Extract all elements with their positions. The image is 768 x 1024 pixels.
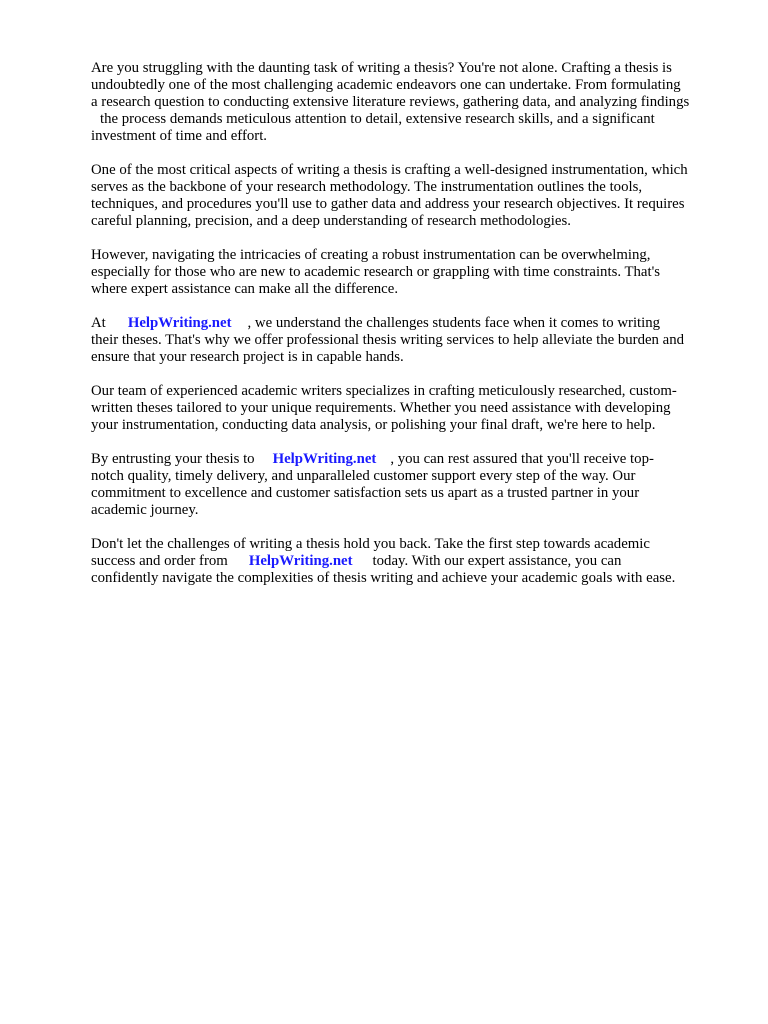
text-line [91,111,723,128]
paragraph-intro [91,60,723,145]
text-line: ensure that your research project is in capable hands. [91,349,404,365]
paragraph-at-helpwriting [91,315,723,366]
text-line: Don't let the challenges of writing a thesis hold you back. Take the first step towards academic [91,536,650,552]
paragraph-team [91,383,723,434]
text-line: especially for those who are new to academic research or grappling with time constraints. That's [91,264,661,280]
text-line: investment of time and effort. [91,128,268,144]
text-line: careful planning, precision, and a deep understanding of research methodologies. [91,213,571,229]
text-fragment: , we understand the challenges students face when it comes to writing [247,315,661,331]
text-fragment: At [91,315,106,331]
text-fragment: today. With our expert assistance, you can [372,553,622,569]
document-page [91,60,723,604]
text-line [91,553,723,570]
text-line: your instrumentation, conducting data analysis, or polishing your final draft, we're here to help. [91,417,656,433]
paragraph-call-to-action [91,536,723,587]
text-fragment: , you can rest assured that you'll receive top- [390,451,654,467]
paragraph-entrusting [91,451,723,519]
text-line: undoubtedly one of the most challenging academic endeavors one can undertake. From formulating [91,77,681,93]
text-line: commitment to excellence and customer satisfaction sets us apart as a trusted partner in your [91,485,640,501]
paragraph-challenges [91,247,723,298]
text-line: However, navigating the intricacies of creating a robust instrumentation can be overwhelming, [91,247,651,263]
text-line: Are you struggling with the daunting task of writing a thesis? You're not alone. Crafting a thesis is [91,60,672,76]
text-line: serves as the backbone of your research methodology. The instrumentation outlines the tools, [91,179,643,195]
helpwriting-link[interactable]: HelpWriting.net [248,553,353,569]
text-line [91,315,723,332]
text-line: confidently navigate the complexities of thesis writing and achieve your academic goals with ease. [91,570,676,586]
text-line: Our team of experienced academic writers specializes in crafting meticulously researched, custom- [91,383,677,399]
text-fragment: the process demands meticulous attention to detail, extensive research skills, and a significant [100,111,655,127]
text-line: academic journey. [91,502,199,518]
text-line: techniques, and procedures you'll use to gather data and address your research objectives. It requires [91,196,685,212]
text-line [91,451,723,468]
text-fragment: success and order from [91,553,228,569]
text-line: notch quality, timely delivery, and unparalleled customer support every step of the way. Our [91,468,636,484]
text-line: their theses. That's why we offer professional thesis writing services to help alleviate the burden and [91,332,685,348]
text-fragment: By entrusting your thesis to [91,451,255,467]
text-line: a research question to conducting extensive literature reviews, gathering data, and analyzing findings [91,94,690,110]
helpwriting-link[interactable]: HelpWriting.net [127,315,232,331]
text-line: written theses tailored to your unique requirements. Whether you need assistance with developing [91,400,671,416]
text-line: where expert assistance can make all the difference. [91,281,399,297]
helpwriting-link[interactable]: HelpWriting.net [272,451,377,467]
text-line: One of the most critical aspects of writing a thesis is crafting a well-designed instrumentation, which [91,162,688,178]
paragraph-instrumentation [91,162,723,230]
